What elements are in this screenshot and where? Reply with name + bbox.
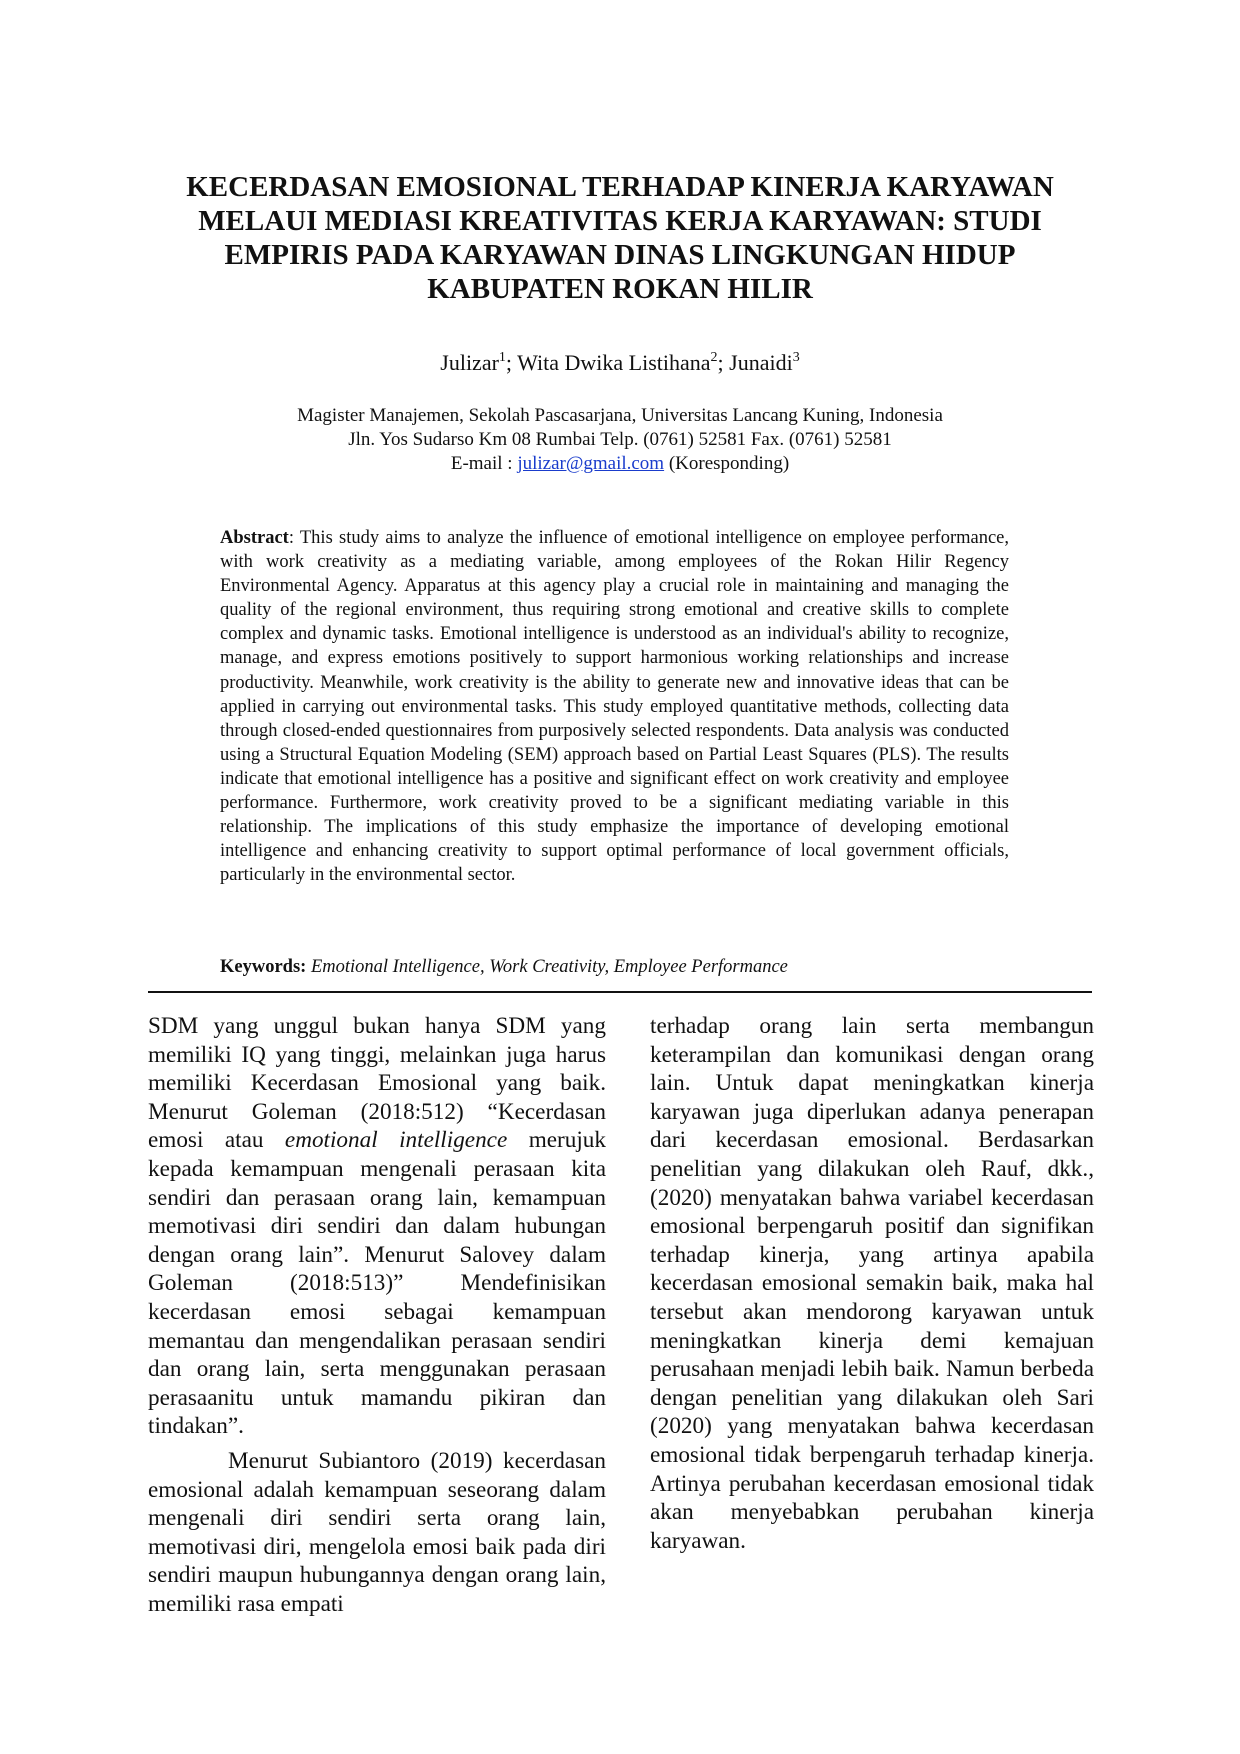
author-affiliation-mark: 3: [792, 350, 800, 365]
title-line: MELAUI MEDIASI KREATIVITAS KERJA KARYAWAN: STUDI: [198, 205, 1042, 237]
author-name: Julizar: [440, 350, 499, 375]
abstract: [220, 526, 1009, 887]
email-note: (Koresponding): [664, 453, 790, 474]
paragraph-italic-term: emotional intelligence: [284, 1127, 508, 1154]
abstract-text: : This study aims to analyze the influence of emotional intelligence on employee performance, with work creativity as a mediating variable, among employees of the Rokan Hilir Regency Environmental Agency. Apparatus at this agency play a crucial role in maintaining and managing the quality of the regional environment, thus requiring strong emotional and creative skills to complete complex and dynamic tasks. Emotional intelligence is understood as an individual's ability to recognize, manage, and express emotions positively to support harmonious working relationships and increase productivity. Meanwhile, work creativity is the ability to generate new and innovative ideas that can be applied in carrying out environmental tasks. This study employed quantitative methods, collecting data through closed-ended questionnaires from purposively selected respondents. Data analysis was conducted using a Structural Equation Modeling (SEM) approach based on Partial Least Squares (PLS). The results indicate that emotional intelligence has a positive and significant effect on work creativity and employee performance. Furthermore, work creativity proved to be a significant mediating variable in this relationship. The implications of this study emphasize the importance of developing emotional intelligence and enhancing creativity to support optimal performance of local government officials, particularly in the environmental sector.: [220, 528, 1009, 886]
keywords-text: Emotional Intelligence, Work Creativity, Employee Performance: [310, 957, 788, 977]
title-line: EMPIRIS PADA KARYAWAN DINAS LINGKUNGAN HIDUP: [224, 239, 1016, 271]
affiliation-block: [150, 404, 1090, 476]
email-line: [150, 452, 1090, 476]
body-paragraph: [148, 1012, 606, 1441]
abstract-label: Abstract: [220, 528, 289, 548]
author-affiliation-mark: 2: [710, 350, 718, 365]
affiliation-line: Magister Manajemen, Sekolah Pascasarjana, Universitas Lancang Kuning, Indonesia: [297, 405, 943, 426]
title-line: KECERDASAN EMOSIONAL TERHADAP KINERJA KARYAWAN: [186, 171, 1054, 203]
keywords-label: Keywords:: [220, 957, 307, 977]
address-line: Jln. Yos Sudarso Km 08 Rumbai Telp. (0761) 52581 Fax. (0761) 52581: [348, 429, 892, 450]
paragraph-text: merujuk kepada kemampuan mengenali perasaan kita sendiri dan perasaan orang lain, kemampuan memotivasi diri sendiri dan dalam hubungan dengan orang lain”. Menurut Salovey dalam Goleman (2018:513)” Mendefinisikan kecerdasan emosi sebagai kemampuan memantau dan mengendalikan perasaan sendiri dan orang lain, serta menggunakan perasaan perasaanitu untuk mamandu pikiran dan tindakan”.: [148, 1127, 606, 1440]
title-line: KABUPATEN ROKAN HILIR: [427, 273, 813, 305]
author-separator: ;: [505, 350, 518, 375]
author-list: [150, 350, 1090, 376]
paragraph-text: SDM yang unggul bukan hanya SDM yang memiliki IQ yang tinggi, melainkan juga harus memiliki Kecerdasan Emosional yang baik. Menurut Goleman (2018:512) “Kecerdasan emosi atau: [148, 1013, 606, 1154]
author-name: Junaidi: [729, 350, 793, 375]
author-affiliation-mark: 1: [498, 350, 506, 365]
email-label: E-mail :: [450, 453, 518, 474]
body-paragraph: terhadap orang lain serta membangun keterampilan dan komunikasi dengan orang lain. Untuk dapat meningkatkan kinerja karyawan juga diperlukan adanya penerapan dari kecerdasan emosional. Berdasarkan penelitian yang dilakukan oleh Rauf, dkk., (2020) menyatakan bahwa variabel kecerdasan emosional berpengaruh positif dan signifikan terhadap kinerja, yang artinya apabila kecerdasan emosional semakin baik, maka hal tersebut akan mendorong karyawan untuk meningkatkan kinerja demi kemajuan perusahaan menjadi lebih baik. Namun berbeda dengan penelitian yang dilakukan oleh Sari (2020) yang menyatakan bahwa kecerdasan emosional tidak berpengaruh terhadap kinerja. Artinya perubahan kecerdasan emosional tidak akan menyebabkan perubahan kinerja karyawan.: [650, 1013, 1094, 1554]
body-column-left: [148, 1012, 606, 1618]
section-divider: [148, 991, 1092, 993]
body-paragraph: Menurut Subiantoro (2019) kecerdasan emosional adalah kemampuan seseorang dalam mengenali diri sendiri serta orang lain, memotivasi diri, mengelola emosi baik pada diri sendiri maupun hubungannya dengan orang lain, memiliki rasa empati: [148, 1447, 606, 1617]
keywords: [220, 955, 1020, 979]
body-column-right: [650, 1012, 1094, 1555]
author-separator: ;: [717, 350, 730, 375]
author-name: Wita Dwika Listihana: [517, 350, 711, 375]
email-link[interactable]: julizar@gmail.com: [517, 453, 665, 474]
paper-title: [150, 170, 1090, 306]
